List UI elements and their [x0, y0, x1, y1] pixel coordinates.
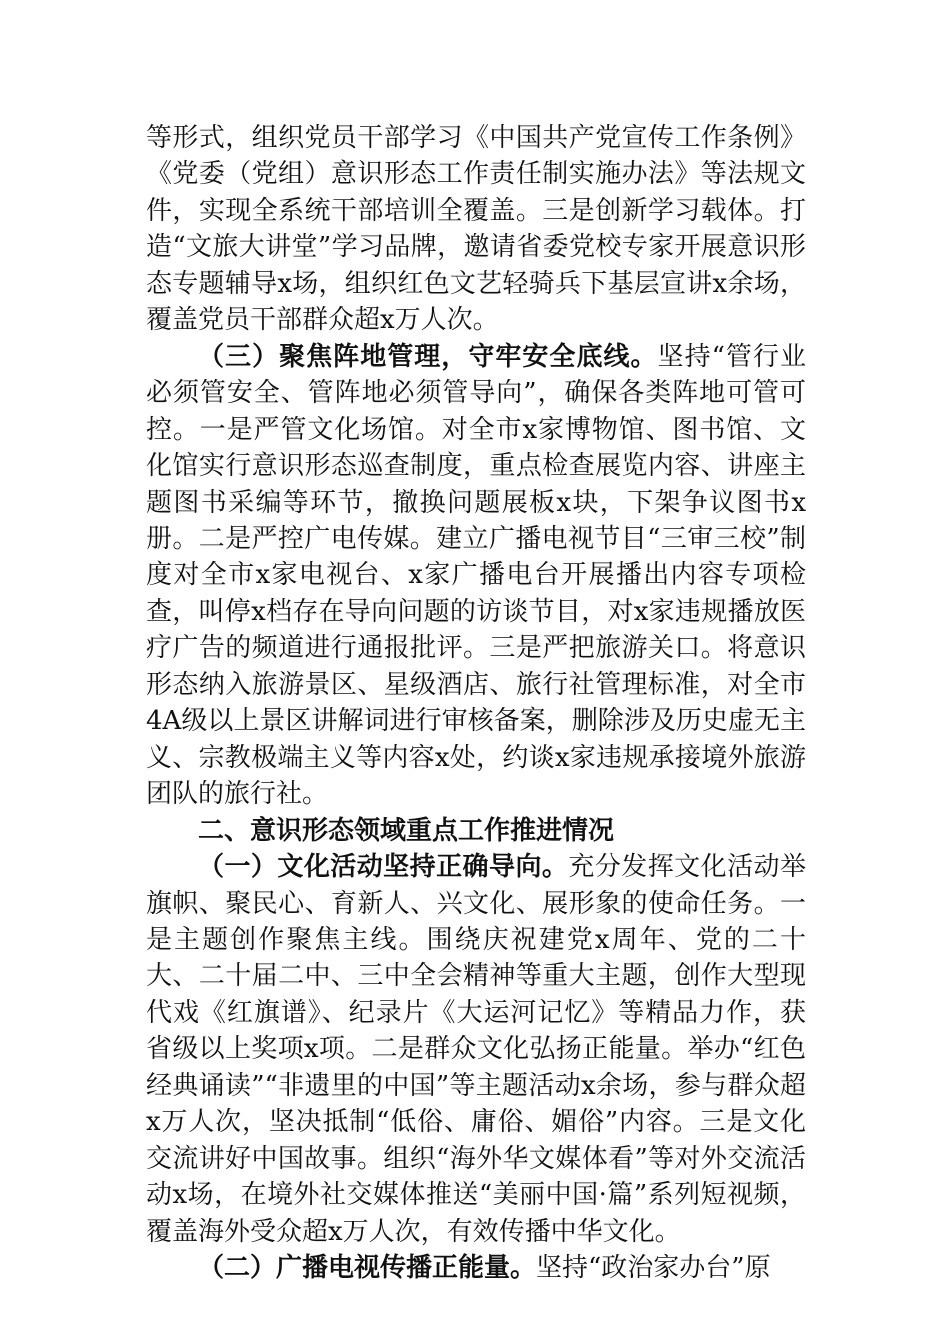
paragraph-text: 充分发挥文化活动举旗帜、聚民心、育新人、兴文化、展形象的使命任务。一是主题创作聚焦主线。围绕庆祝建党x周年、党的二十大、二十届二中、三中全会精神等重大主题，创作大型现代戏《红旗谱》、纪录片《大运河记忆》等精品力作，获省级以上奖项x项。二是群众文化弘扬正能量。举办“红色经典诵读”“非遗里的中国”等主题活动x余场，参与群众超x万人次，坚决抵制“低俗、庸俗、媚俗”内容。三是文化交流讲好中国故事。组织“海外华文媒体看”等对外交流活动x场，在境外社交媒体推送“美丽中国·篇”系列短视频，覆盖海外受众超x万人次，有效传播中华文化。	[146, 852, 806, 1247]
section-heading-two: （二）广播电视传播正能量。	[198, 1253, 537, 1284]
paragraph-broadcasting	[146, 1250, 806, 1286]
section-heading-three: （三）聚焦阵地管理，守牢安全底线。	[198, 341, 658, 372]
paragraph-cultural-activities	[146, 849, 806, 1250]
section-heading-one: （一）文化活动坚持正确导向。	[198, 852, 569, 883]
paragraph-text: 坚持“政治家办台”原	[536, 1253, 771, 1284]
paragraph-study-carrier	[146, 120, 806, 339]
chapter-heading-two: 二、意识形态领域重点工作推进情况	[198, 815, 615, 846]
paragraph-position-management	[146, 339, 806, 813]
document-body	[146, 120, 806, 1287]
paragraph-text: 坚持“管行业必须管安全、管阵地必须管导向”，确保各类阵地可管可控。一是严管文化场馆。对全市x家博物馆、图书馆、文化馆实行意识形态巡查制度，重点检查展览内容、讲座主题图书采编等环节，撤换问题展板x块，下架争议图书x册。二是严控广电传媒。建立广播电视节目“三审三校”制度对全市x家电视台、x家广播电台开展播出内容专项检查，叫停x档存在导向问题的访谈节目，对x家违规播放医疗广告的频道进行通报批评。三是严把旅游关口。将意识形态纳入旅游景区、星级酒店、旅行社管理标准，对全市4A级以上景区讲解词进行审核备案，删除涉及历史虚无主义、宗教极端主义等内容x处，约谈x家违规承接境外旅游团队的旅行社。	[146, 341, 806, 810]
paragraph-text: 等形式，组织党员干部学习《中国共产党宣传工作条例》《党委（党组）意识形态工作责任制实施办法》等法规文件，实现全系统干部培训全覆盖。三是创新学习载体。打造“文旅大讲堂”学习品牌，邀请省委党校专家开展意识形态专题辅导x场，组织红色文艺轻骑兵下基层宣讲x余场，覆盖党员干部群众超x万人次。	[146, 123, 806, 336]
